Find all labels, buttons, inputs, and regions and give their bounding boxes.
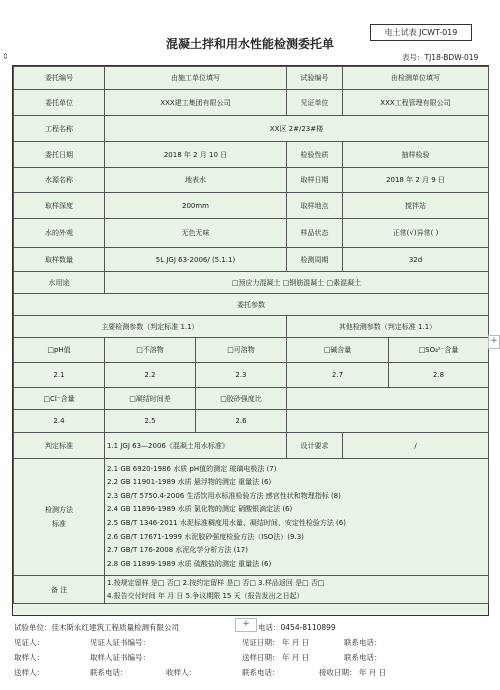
table-row: [14, 410, 489, 433]
table-row: [14, 576, 489, 604]
method-item: 2.6 GB/T 17671-1999 水泥胶砂强度检验方法（ISO法）(9.3): [107, 532, 304, 541]
table-move-handle[interactable]: ⇕: [2, 52, 9, 61]
sampler-phone-label: 联系电话：: [344, 653, 382, 662]
table-row: [14, 363, 489, 388]
method-item: 2.3 GB/T 5750.4-2006 生活饮用水标准检验方法 感官性状和物理指标 (8): [107, 491, 341, 500]
section-heading: 其他检测参数（判定标准 1.1）: [287, 316, 489, 338]
cell-value[interactable]: 200mm: [105, 193, 287, 219]
cell-label: 委托日期: [14, 142, 105, 168]
receiver-label: 收样人：: [166, 668, 196, 677]
cell-value[interactable]: XXX建工集团有限公司: [105, 90, 287, 116]
table-row: [14, 272, 489, 294]
receiver-phone-label: 联系电话：: [242, 668, 280, 677]
remarks[interactable]: [105, 576, 489, 604]
cell-value[interactable]: 32d: [343, 248, 489, 272]
section-heading: 委托参数: [14, 294, 489, 316]
cell-value[interactable]: 2018 年 2 月 10 日: [105, 142, 287, 168]
cell-label: 水用途: [14, 272, 105, 294]
table-row: [14, 338, 489, 363]
cell-label: 设计要求: [287, 433, 343, 459]
footer: [14, 620, 490, 680]
cell-value[interactable]: XXX工程管理有限公司: [343, 90, 489, 116]
cell-value[interactable]: 2018 年 2 月 9 日: [343, 168, 489, 193]
param-checkbox[interactable]: □SO₄²⁻含量: [389, 338, 489, 363]
cell-value[interactable]: XX区 2#/23#楼: [105, 116, 489, 142]
sampler-cert-label: 取样人证书编号：: [90, 653, 150, 662]
table-number: 表号：TJ18-BDW-019: [402, 53, 479, 62]
table-row: [14, 219, 489, 248]
table-row: [14, 248, 489, 272]
table-row: [14, 316, 489, 338]
form-code-box: 电土试表 JCWT-019: [370, 24, 472, 41]
param-checkbox[interactable]: □凝结时间差: [105, 388, 196, 410]
param-ref: 2.1: [14, 363, 105, 388]
table-row: [14, 142, 489, 168]
delivery-date-label: 送样日期： 年 月 日: [242, 653, 310, 662]
param-ref: 2.2: [105, 363, 196, 388]
remarks-label: 备 注: [14, 576, 105, 604]
param-ref: 2.4: [14, 410, 105, 433]
method-item: 2.4 GB 11896-1989 水质 氯化物的测定 硝酸银滴定法 (6): [107, 505, 293, 514]
cell-label: 水的外观: [14, 219, 105, 248]
param-ref: 2.5: [105, 410, 196, 433]
cell-value[interactable]: 搅拌站: [343, 193, 489, 219]
table-row: [14, 168, 489, 193]
table-row: [14, 116, 489, 142]
cell-value[interactable]: 地表水: [105, 168, 287, 193]
receive-date-label: 接收日期： 年 月 日: [319, 668, 387, 677]
param-checkbox[interactable]: □碱含量: [287, 338, 389, 363]
commission-form: [12, 65, 489, 616]
table-row: [14, 459, 489, 576]
sender-phone-label: 联系电话：: [90, 668, 128, 677]
table-row: [14, 67, 489, 90]
empty-cell: [287, 410, 489, 433]
witness-date-label: 见证日期： 年 月 日: [242, 638, 310, 647]
param-ref: 2.3: [196, 363, 287, 388]
cell-label: 取样地点: [287, 193, 343, 219]
cell-value[interactable]: 由施工单位填写: [105, 67, 287, 90]
sender-label: 送样人：: [14, 668, 44, 677]
method-item: 2.2 GB 11901-1989 水质 悬浮物的测定 重量法 (6): [107, 478, 272, 487]
remark-line: 1.按规定留样 是□ 否□ 2.按约定留样 是□ 否□ 3.样品返回 是□ 否□: [107, 578, 325, 587]
remark-line: 4.报告交付时间 年 月 日 5.争议期限 15 天（报告发出之日起）: [107, 591, 304, 600]
witness-label: 见证人：: [14, 638, 44, 647]
cell-label: 判定标准: [14, 433, 105, 459]
witness-phone-label: 联系电话：: [344, 638, 382, 647]
method-item: 2.8 GB 11899-1989 水质 硫酸盐的测定 重量法 (6): [107, 559, 272, 568]
section-heading: 主要检测参数（判定标准 1.1）: [14, 316, 287, 338]
table-row: [14, 388, 489, 410]
criteria-standard: 1.1 JGJ 63—2006《混凝土用水标准》: [105, 433, 287, 459]
cell-label: 委托单位: [14, 90, 105, 116]
cell-label: 见证单位: [287, 90, 343, 116]
methods-list: [105, 459, 489, 576]
add-column-button[interactable]: +: [488, 335, 500, 349]
table-row: [14, 294, 489, 316]
sampler-label: 取样人：: [14, 653, 44, 662]
cell-value[interactable]: 正常(√)异常( ): [343, 219, 489, 248]
water-use-checkboxes[interactable]: □预应力混凝土 □钢筋混凝土 □素混凝土: [105, 272, 489, 294]
methods-label: 检测方法 标准: [14, 459, 105, 576]
param-checkbox[interactable]: □pH值: [14, 338, 105, 363]
add-row-button[interactable]: +: [235, 618, 257, 632]
cell-label: 水源名称: [14, 168, 105, 193]
cell-label: 检验性质: [287, 142, 343, 168]
cell-value[interactable]: 5L JGJ 63-2006/ (5.1.1): [105, 248, 287, 272]
cell-label: 取样深度: [14, 193, 105, 219]
param-checkbox[interactable]: □可溶物: [196, 338, 287, 363]
empty-cell: [287, 388, 489, 410]
cell-label: 取样日期: [287, 168, 343, 193]
lab-phone: 电话：0454-8110899: [258, 623, 336, 632]
cell-label: 样品状态: [287, 219, 343, 248]
param-checkbox[interactable]: □Cl⁻含量: [14, 388, 105, 410]
param-checkbox[interactable]: □不溶物: [105, 338, 196, 363]
design-requirement[interactable]: /: [343, 433, 489, 459]
method-item: 2.1 GB 6920-1986 水质 pH值的测定 玻璃电极法 (7): [107, 464, 277, 473]
method-item: 2.5 GB/T 1346-2011 水泥标准稠度用水量、凝结时间、安定性检验方法 (6): [107, 519, 346, 527]
cell-label: 试验编号: [287, 67, 343, 90]
param-ref: 2.6: [196, 410, 287, 433]
table-row: [14, 193, 489, 219]
param-ref: 2.8: [389, 363, 489, 388]
method-item: 2.7 GB/T 176-2008 水泥化学分析方法 (17): [107, 546, 248, 555]
table-row: [14, 90, 489, 116]
cell-label: 工程名称: [14, 116, 105, 142]
lab-name: 试验单位：佳木斯永红建筑工程质量检测有限公司: [14, 623, 179, 632]
cell-label: 取样数量: [14, 248, 105, 272]
page-title: 混凝土拌和用水性能检测委托单: [165, 37, 334, 51]
cell-label: 检测周期: [287, 248, 343, 272]
param-checkbox[interactable]: □胶砂强度比: [196, 388, 287, 410]
cell-value[interactable]: 无色无味: [105, 219, 287, 248]
witness-cert-label: 见证人证书编号：: [90, 638, 150, 647]
table-row: [14, 433, 489, 459]
param-ref: 2.7: [287, 363, 389, 388]
form-table: [13, 66, 489, 604]
cell-value[interactable]: 由检测单位填写: [343, 67, 489, 90]
cell-value[interactable]: 抽样检验: [343, 142, 489, 168]
cell-label: 委托编号: [14, 67, 105, 90]
